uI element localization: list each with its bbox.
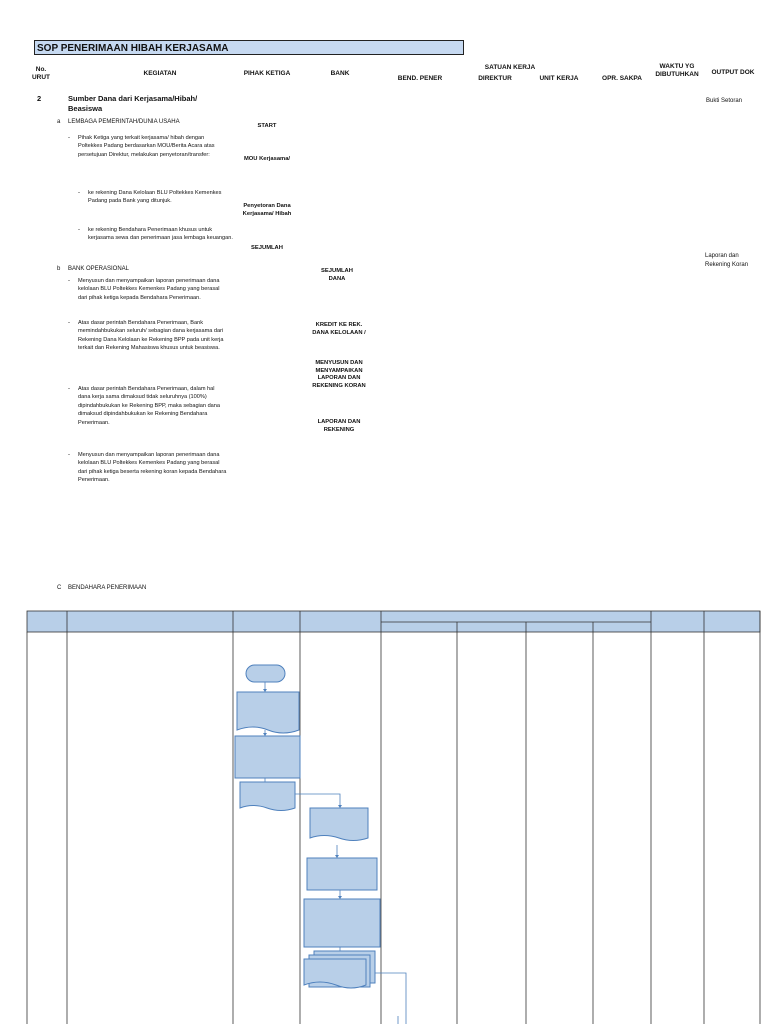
section-b-item: Menyusun dan menyampaikan laporan penerimaan dana kelolaan BLU Poltekkes Kemenkes Padang yang berasal dari pihak ketiga kepada Bendahara Penerimaan. bbox=[78, 278, 220, 301]
section-a-item: ke rekening Dana Kelolaan BLU Poltekkes Kemenkes Padang pada Bank yang ditunjuk. bbox=[88, 190, 222, 205]
flow-process-kredit bbox=[307, 858, 377, 890]
header-satuan-kerja: SATUAN KERJA bbox=[484, 64, 536, 71]
flow-document-mou bbox=[237, 692, 299, 733]
header-waktu: WAKTU YG DIBUTUHKAN bbox=[655, 63, 699, 78]
flow-process-penyetoran bbox=[235, 736, 300, 778]
section-a-item: ke rekening Bendahara Penerimaan khusus untuk kerjasama sewa dan penerimaan jasa lembaga keuangan. bbox=[88, 227, 233, 242]
header-unit-kerja: UNIT KERJA bbox=[539, 75, 579, 82]
section-b-letter: b bbox=[57, 266, 61, 272]
header-bend-pener: BEND. PENER bbox=[397, 75, 443, 82]
flow-label-menyusun: MENYUSUN DAN MENYAMPAIKAN LAPORAN DAN REKENING KORAN bbox=[312, 360, 366, 389]
flow-process-menyusun bbox=[304, 899, 380, 947]
section-b-item: Menyusun dan menyampaikan laporan penerimaan dana kelolaan BLU Poltekkes Kemenkes Padang yang berasal dari pihak ketiga beserta rekening koran kepada Bendahara Penerimaan. bbox=[78, 452, 227, 484]
row-title: Sumber Dana dari Kerjasama/Hibah/ Beasiswa bbox=[68, 94, 198, 113]
header-pihak-ketiga: PIHAK KETIGA bbox=[243, 70, 291, 77]
flow-start-terminator bbox=[246, 665, 285, 682]
flow-connector bbox=[295, 794, 340, 808]
section-a-item: Pihak Ketiga yang terkait kerjasama/ hibah dengan Poltekkes Padang berdasarkan MOU/Berita Acara atas persetujuan Direktur, melakukan penyetoran/transfer: bbox=[78, 135, 215, 158]
section-a-letter: a bbox=[57, 119, 61, 125]
section-b-item: Atas dasar perintah Bendahara Penerimaan, Bank memindahbukukan seluruh/ sebagian dana kerjasama dari Rekening Dana Kelolaan ke Rekening BPP pada unit kerja terkait dan Rekening Mahasiswa khusus untuk beasiswa. bbox=[78, 320, 224, 352]
section-b-item: Atas dasar perintah Bendahara Penerimaan, dalam hal dana kerja sama dimaksud tidak seluruhnya (100%) dipindahbukukan ke Rekening BPP, maka sebagian dana dimaksud dipindahbukukan ke Rekening Bendahara Penerimaan. bbox=[78, 386, 221, 426]
bullet: - bbox=[68, 135, 70, 141]
section-a-title: LEMBAGA PEMERINTAH/DUNIA USAHA bbox=[68, 119, 180, 125]
flow-document-sejumlah-dana bbox=[310, 808, 368, 841]
flow-label-sejumlah-dana: SEJUMLAH DANA bbox=[321, 268, 353, 282]
flow-label-penyetoran: Penyetoran Dana Kerjasama/ Hibah bbox=[242, 203, 292, 217]
document-title: SOP PENERIMAAN HIBAH KERJASAMA bbox=[34, 40, 464, 55]
header-kegiatan: KEGIATAN bbox=[143, 70, 177, 77]
table-header-band bbox=[27, 611, 760, 632]
flow-document-sejumlah bbox=[240, 782, 295, 811]
bullet: - bbox=[78, 227, 80, 233]
bullet: - bbox=[78, 190, 80, 196]
flow-label-start: START bbox=[257, 123, 277, 129]
flow-label-mou: MOU Kerjasama/ bbox=[243, 156, 291, 162]
header-no-urut: No. URUT bbox=[31, 66, 51, 81]
bullet: - bbox=[68, 278, 70, 284]
section-c-title: BENDAHARA PENERIMAAN bbox=[68, 585, 147, 591]
header-bank: BANK bbox=[330, 70, 350, 77]
header-direktur: DIREKTUR bbox=[478, 75, 512, 82]
section-b-title: BANK OPERASIONAL bbox=[68, 266, 130, 272]
flow-label-sejumlah: SEJUMLAH bbox=[251, 245, 283, 251]
header-opr-sakpa: OPR. SAKPA bbox=[602, 75, 642, 82]
bullet: - bbox=[68, 452, 70, 458]
output-bukti-setoran: Bukti Setoran bbox=[706, 98, 743, 104]
flow-multidocument-laporan bbox=[304, 951, 375, 988]
bullet: - bbox=[68, 386, 70, 392]
row-number: 2 bbox=[37, 94, 42, 103]
section-c-letter: C bbox=[57, 585, 62, 591]
flow-connector bbox=[375, 973, 406, 1024]
flow-label-kredit: KREDIT KE REK. DANA KELOLAAN / bbox=[312, 322, 366, 336]
table-columns bbox=[67, 611, 704, 1024]
bullet: - bbox=[68, 320, 70, 326]
header-output-dok: OUTPUT DOK bbox=[711, 69, 755, 76]
output-laporan-rekening: Laporan dan Rekening Koran bbox=[705, 253, 749, 268]
flow-label-laporan: LAPORAN DAN REKENING bbox=[317, 419, 361, 433]
